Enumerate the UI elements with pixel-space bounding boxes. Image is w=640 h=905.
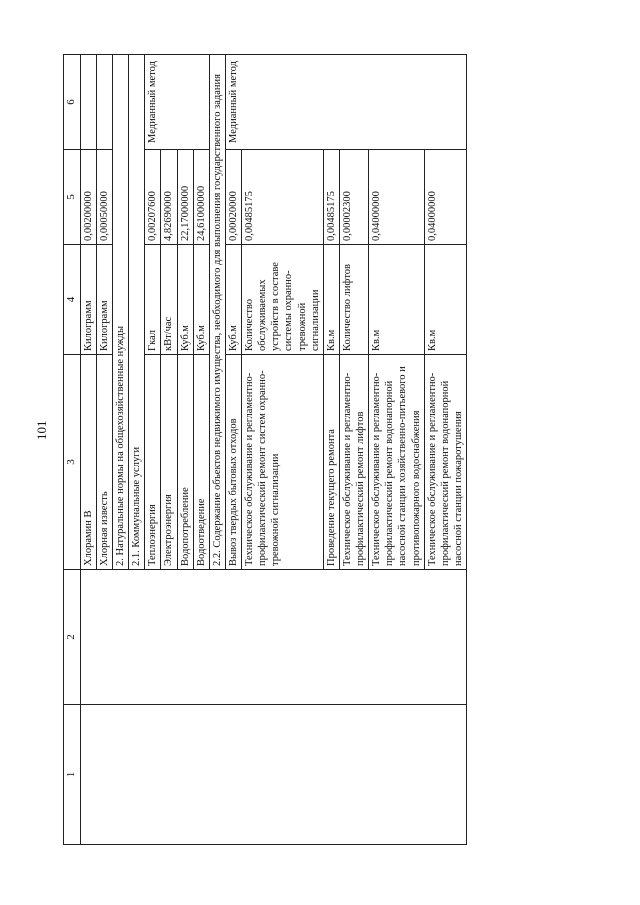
row-name: Теплоэнергия	[145, 355, 161, 570]
row-value: 0,04000000	[424, 150, 466, 245]
row-value: 0,00207600	[145, 150, 161, 245]
row-name: Водопотребление	[177, 355, 193, 570]
row-value: 0,00020000	[225, 150, 241, 245]
row-name: Вывоз твердых бытовых отходов	[225, 355, 241, 570]
utilities-method: Медианный метод	[145, 55, 210, 150]
table-row	[80, 55, 96, 845]
table-sheet	[63, 55, 638, 845]
header-col-4: 4	[64, 245, 81, 355]
row-unit: Куб.м	[177, 245, 193, 355]
row-value: 22,17000000	[177, 150, 193, 245]
row-unit: Гкал	[145, 245, 161, 355]
row-method	[96, 55, 112, 150]
col2-cell	[80, 570, 466, 705]
header-col-2: 2	[64, 570, 81, 705]
row-name: Техническое обслуживание и регламентно-профилактический ремонт лифтов	[339, 355, 368, 570]
row-name: Техническое обслуживание и регламентно-профилактический ремонт водонапорной насосной станции хозяйственно-питьевого и противопожарного водоснабжения	[369, 355, 425, 570]
row-value: 0,00050000	[96, 150, 112, 245]
row-unit: Кв.м	[424, 245, 466, 355]
row-name: Хлорная известь	[96, 355, 112, 570]
norms-table	[63, 54, 467, 845]
row-unit: Количество лифтов	[339, 245, 368, 355]
row-unit: Кв.м	[323, 245, 339, 355]
row-value: 0,00002300	[339, 150, 368, 245]
row-value: 4,82690000	[161, 150, 177, 245]
header-col-3: 3	[64, 355, 81, 570]
header-col-5: 5	[64, 150, 81, 245]
row-unit: Куб.м	[193, 245, 209, 355]
row-name: Проведение текущего ремонта	[323, 355, 339, 570]
header-row	[64, 55, 81, 845]
row-name: Техническое обслуживание и регламентно-профилактический ремонт водонапорной насосной станции пожаротушения	[424, 355, 466, 570]
row-unit: Кв.м	[369, 245, 425, 355]
row-value: 0,00485175	[323, 150, 339, 245]
col1-cell	[80, 705, 466, 845]
property-method: Медианный метод	[225, 55, 466, 150]
row-unit: Килограмм	[80, 245, 96, 355]
section-natural: 2. Натуральные нормы на общехозяйственные нужды	[113, 55, 129, 570]
row-unit: кВт/час	[161, 245, 177, 355]
section-property: 2.2. Содержание объектов недвижимого имущества, необходимого для выполнения государственного задания	[209, 55, 225, 570]
row-unit: Килограмм	[96, 245, 112, 355]
row-value: 0,04000000	[369, 150, 425, 245]
row-name: Водоотведение	[193, 355, 209, 570]
header-col-6: 6	[64, 55, 81, 150]
row-method	[80, 55, 96, 150]
row-value: 0,00200000	[80, 150, 96, 245]
section-utilities: 2.1. Коммунальные услуги	[129, 55, 145, 570]
row-value: 24,61000000	[193, 150, 209, 245]
header-col-1: 1	[64, 705, 81, 845]
row-unit: Количество обслуживаемых устройств в составе системы охранно-тревожной сигнализации	[242, 245, 324, 355]
row-unit: Куб.м	[225, 245, 241, 355]
row-name: Техническое обслуживание и регламентно-профилактический ремонт систем охранно-тревожной сигнализации	[242, 355, 324, 570]
page-number: 101	[34, 420, 49, 440]
row-name: Электроэнергия	[161, 355, 177, 570]
row-name: Хлорамин В	[80, 355, 96, 570]
row-value: 0,00485175	[242, 150, 324, 245]
